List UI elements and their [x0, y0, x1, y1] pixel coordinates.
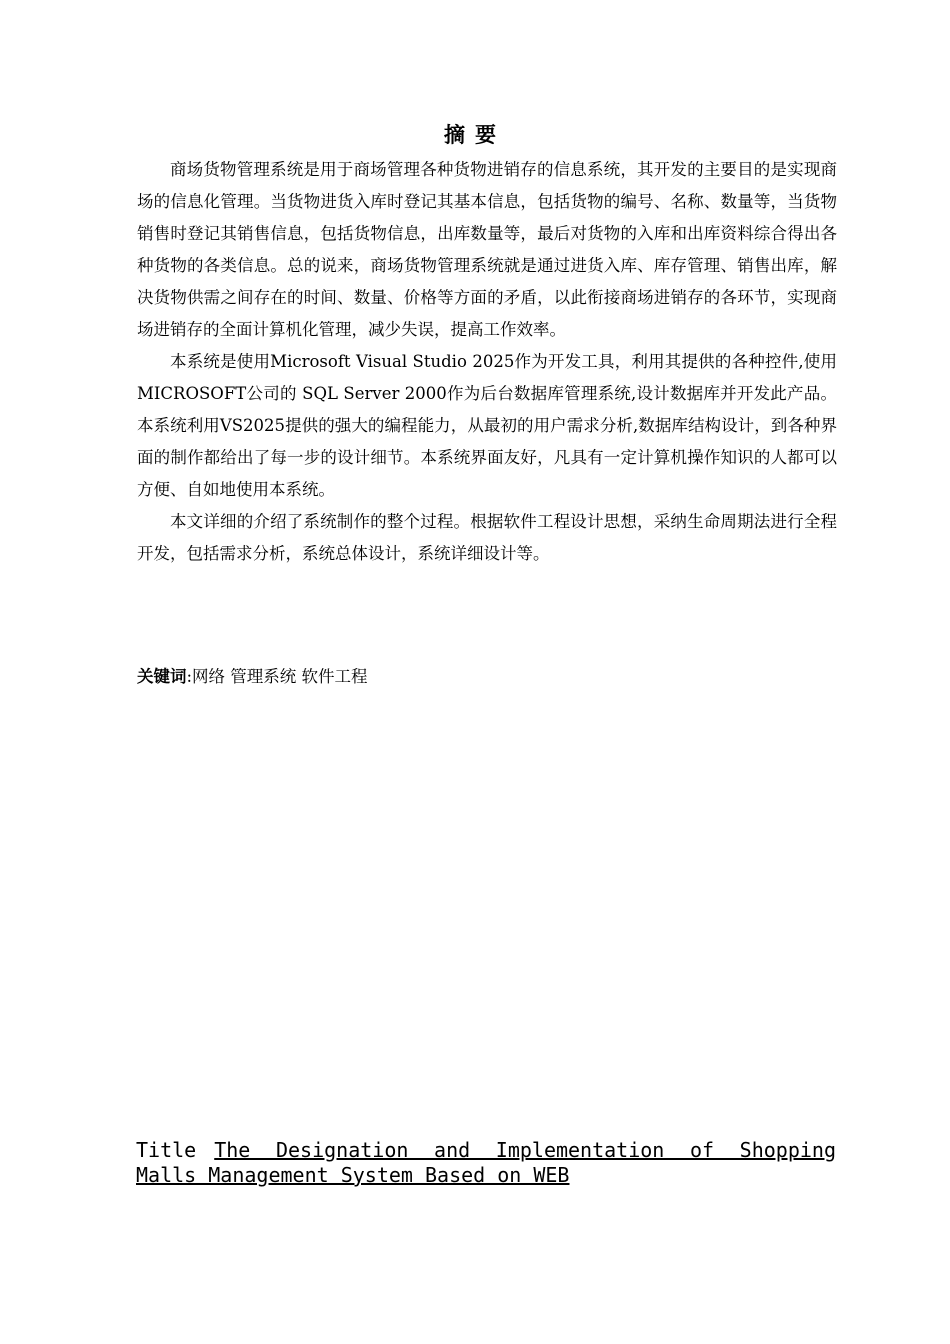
abstract-body [137, 154, 837, 570]
english-title-text: The Designation and Implementation of Shopping Malls Management System Based on WEB [136, 1138, 836, 1187]
english-title-label: Title [136, 1138, 197, 1162]
keywords-value: :网络 管理系统 软件工程 [186, 667, 368, 686]
abstract-paragraph-2: 本系统是使用Microsoft Visual Studio 2025作为开发工具，利用其提供的各种控件,使用 MICROSOFT公司的 SQL Server 2000作为后台数据库管理系统,设计数据库并开发此产品。本系统利用VS2025提供的强大的编程能力，从最初的用户需求分析,数据库结构设计，到各种界面的制作都给出了每一步的设计细节。本系统界面友好，凡具有一定计算机操作知识的人都可以方便、自如地使用本系统。 [137, 352, 837, 499]
english-title [136, 1138, 836, 1188]
keywords-label: 关键词 [137, 667, 187, 686]
abstract-paragraph-1: 商场货物管理系统是用于商场管理各种货物进销存的信息系统，其开发的主要目的是实现商场的信息化管理。当货物进货入库时登记其基本信息，包括货物的编号、名称、数量等，当货物销售时登记其销售信息，包括货物信息，出库数量等，最后对货物的入库和出库资料综合得出各种货物的各类信息。总的说来，商场货物管理系统就是通过进货入库、库存管理、销售出库，解决货物供需之间存在的时间、数量、价格等方面的矛盾，以此衔接商场进销存的各环节，实现商场进销存的全面计算机化管理，减少失误，提高工作效率。 [137, 160, 837, 339]
abstract-paragraph-3: 本文详细的介绍了系统制作的整个过程。根据软件工程设计思想，采纳生命周期法进行全程开发，包括需求分析，系统总体设计，系统详细设计等。 [137, 512, 837, 563]
keywords-line [137, 662, 368, 692]
abstract-heading: 摘要 [444, 122, 506, 147]
